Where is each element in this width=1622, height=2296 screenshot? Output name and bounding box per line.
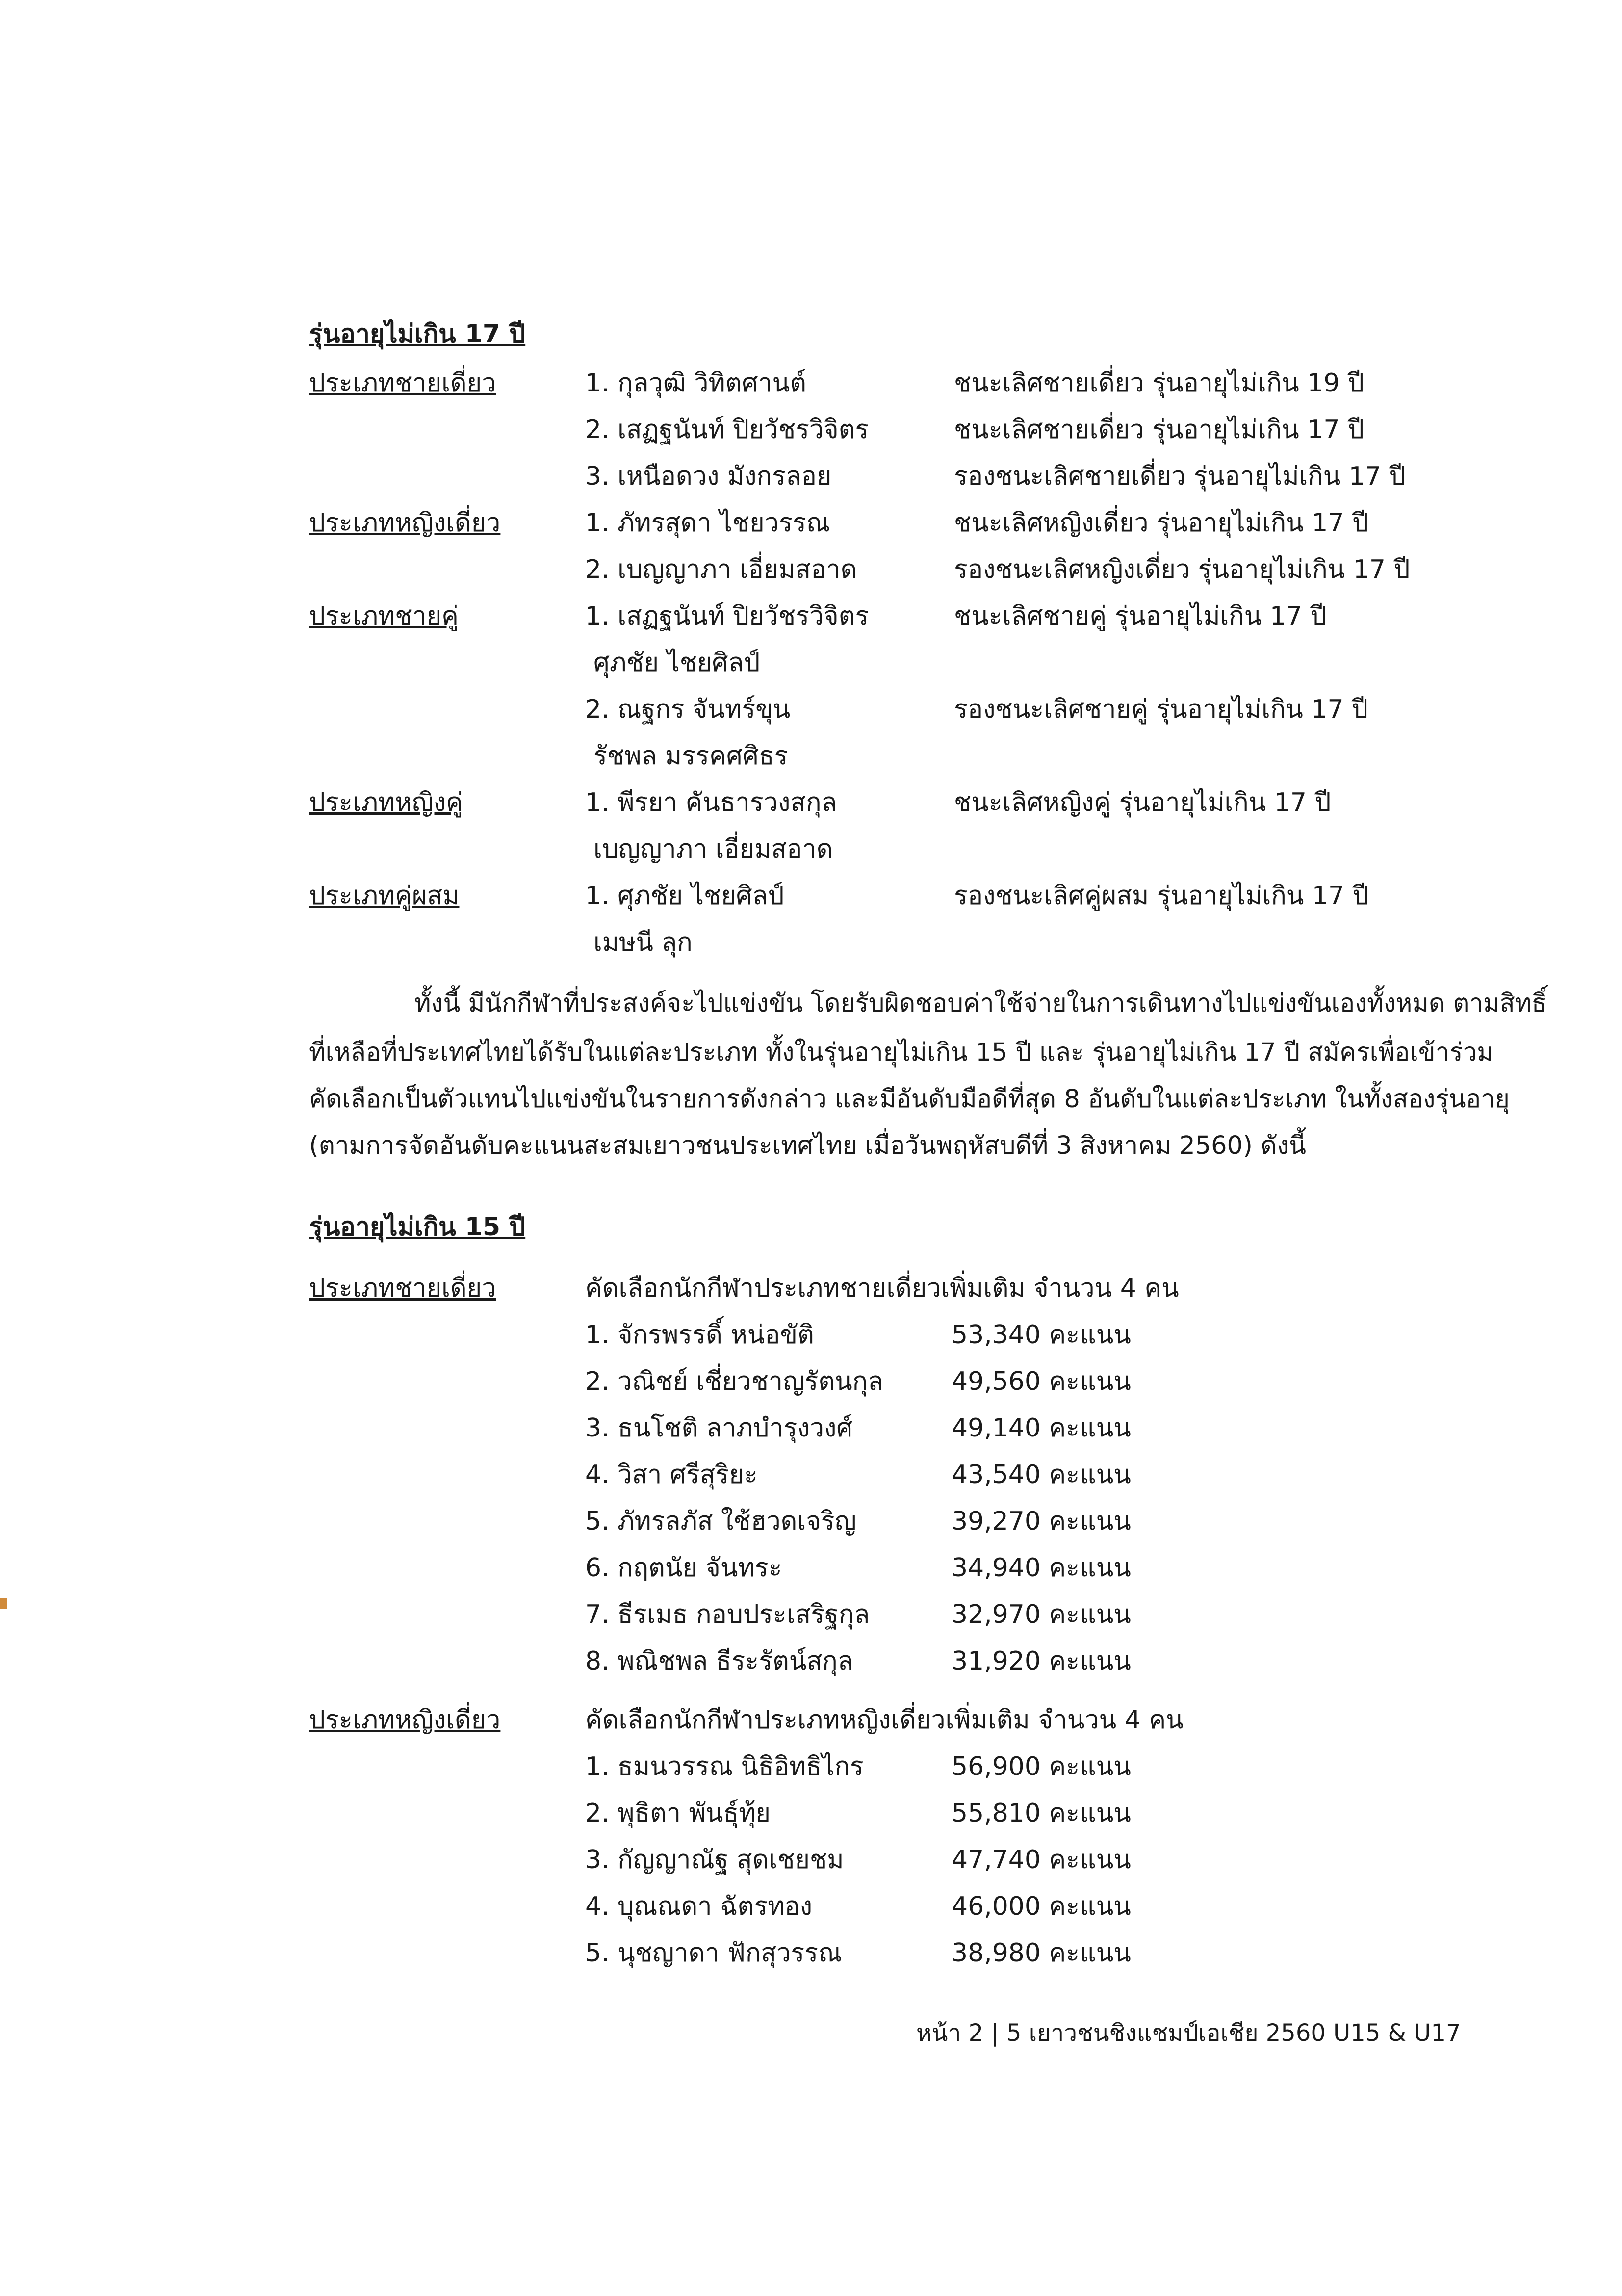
ranking-name: 4. บุณณดา ฉัตรทอง bbox=[585, 1892, 813, 1921]
ranking-name: 5. ภัทรลภัส ใช้ฮวดเจริญ bbox=[585, 1507, 856, 1536]
ranking-score: 38,980 คะแนน bbox=[952, 1938, 1131, 1968]
ranking-score: 34,940 คะแนน bbox=[952, 1553, 1131, 1583]
ranking-score: 56,900 คะแนน bbox=[952, 1752, 1131, 1781]
category-intro: คัดเลือกนักกีฬาประเภทหญิงเดี่ยวเพิ่มเติม จำนวน 4 คน bbox=[585, 1705, 1184, 1735]
ranking-name: 2. พุธิตา พันธุ์ทุ้ย bbox=[585, 1799, 771, 1828]
category-label-boys-doubles: ประเภทชายคู่ bbox=[309, 601, 459, 631]
entry-name: 1. พีรยา คันธารวงสกุล bbox=[585, 788, 837, 817]
category-label-boys-singles: ประเภทชายเดี่ยว bbox=[309, 1274, 496, 1303]
paragraph-line: (ตามการจัดอันดับคะแนนสะสมเยาวชนประเทศไทย เมื่อวันพฤหัสบดีที่ 3 สิงหาคม 2560) ดังนี้ bbox=[309, 1131, 1306, 1160]
ranking-name: 3. กัญญาณัฐ สุดเชยชม bbox=[585, 1845, 844, 1875]
page-footer: หน้า 2 | 5 เยาวชนชิงแชมป์เอเชีย 2560 U15 & U17 bbox=[916, 2019, 1461, 2047]
entry-name: 2. ณฐกร จันทร์ขุน bbox=[585, 695, 791, 724]
entry-result: ชนะเลิศชายเดี่ยว รุ่นอายุไม่เกิน 19 ปี bbox=[954, 368, 1364, 398]
ranking-score: 49,140 คะแนน bbox=[952, 1413, 1131, 1443]
ranking-name: 1. จักรพรรดิ์ หน่อขัติ bbox=[585, 1320, 814, 1350]
entry-result: ชนะเลิศชายคู่ รุ่นอายุไม่เกิน 17 ปี bbox=[954, 601, 1327, 631]
ranking-name: 4. วิสา ศรีสุริยะ bbox=[585, 1460, 758, 1489]
entry-partner: เบญญาภา เอี่ยมสอาด bbox=[593, 835, 833, 864]
category-intro: คัดเลือกนักกีฬาประเภทชายเดี่ยวเพิ่มเติม จำนวน 4 คน bbox=[585, 1274, 1179, 1303]
entry-result: ชนะเลิศชายเดี่ยว รุ่นอายุไม่เกิน 17 ปี bbox=[954, 415, 1364, 444]
ranking-name: 6. กฤตนัย จันทระ bbox=[585, 1553, 782, 1583]
category-label-girls-singles: ประเภทหญิงเดี่ยว bbox=[309, 508, 501, 538]
entry-partner: รัชพล มรรคศศิธร bbox=[593, 741, 788, 771]
category-label-girls-singles: ประเภทหญิงเดี่ยว bbox=[309, 1705, 501, 1735]
section-heading-u17: รุ่นอายุไม่เกิน 17 ปี bbox=[309, 319, 526, 349]
entry-result: รองชนะเลิศชายเดี่ยว รุ่นอายุไม่เกิน 17 ปี bbox=[954, 462, 1406, 491]
ranking-name: 2. วณิชย์ เชี่ยวชาญรัตนกุล bbox=[585, 1367, 884, 1396]
ranking-score: 49,560 คะแนน bbox=[952, 1367, 1131, 1396]
paragraph-line: คัดเลือกเป็นตัวแทนไปแข่งขันในรายการดังกล่าว และมีอันดับมือดีที่สุด 8 อันดับในแต่ละประเภท ในทั้งสองรุ่นอายุ bbox=[309, 1085, 1510, 1114]
paragraph-line: ทั้งนี้ มีนักกีฬาที่ประสงค์จะไปแข่งขัน โดยรับผิดชอบค่าใช้จ่ายในการเดินทางไปแข่งขันเองทั้งหมด ตามสิทธิ์ bbox=[414, 989, 1547, 1018]
entry-partner: เมษนี ลุก bbox=[593, 928, 693, 957]
category-label-boys-singles: ประเภทชายเดี่ยว bbox=[309, 368, 496, 398]
ranking-name: 1. ธมนวรรณ นิธิอิทธิไกร bbox=[585, 1752, 864, 1781]
entry-name: 2. เบญญาภา เอี่ยมสอาด bbox=[585, 555, 857, 584]
entry-name: 3. เหนือดวง มังกรลอย bbox=[585, 462, 832, 491]
entry-result: รองชนะเลิศชายคู่ รุ่นอายุไม่เกิน 17 ปี bbox=[954, 695, 1368, 724]
ranking-name: 8. พณิชพล ธีระรัตน์สกุล bbox=[585, 1646, 853, 1676]
ranking-score: 43,540 คะแนน bbox=[952, 1460, 1131, 1489]
ranking-score: 31,920 คะแนน bbox=[952, 1646, 1131, 1676]
ranking-score: 47,740 คะแนน bbox=[952, 1845, 1131, 1875]
ranking-name: 7. ธีรเมธ กอบประเสริฐกุล bbox=[585, 1600, 870, 1629]
category-label-girls-doubles: ประเภทหญิงคู่ bbox=[309, 788, 463, 817]
section-heading-u15: รุ่นอายุไม่เกิน 15 ปี bbox=[309, 1212, 526, 1242]
entry-name: 1. กุลวุฒิ วิทิตศานต์ bbox=[585, 368, 806, 398]
entry-name: 1. ภัทรสุดา ไชยวรรณ bbox=[585, 508, 830, 538]
ranking-score: 32,970 คะแนน bbox=[952, 1600, 1131, 1629]
entry-name: 1. เสฏฐนันท์ ปิยวัชรวิจิตร bbox=[585, 601, 869, 631]
ranking-score: 55,810 คะแนน bbox=[952, 1799, 1131, 1828]
entry-name: 1. ศุภชัย ไชยศิลป์ bbox=[585, 881, 784, 911]
entry-result: รองชนะเลิศคู่ผสม รุ่นอายุไม่เกิน 17 ปี bbox=[954, 881, 1369, 911]
ranking-score: 53,340 คะแนน bbox=[952, 1320, 1131, 1350]
scan-artifact-mark bbox=[0, 1598, 7, 1609]
ranking-name: 5. นุชญาดา ฟักสุวรรณ bbox=[585, 1938, 842, 1968]
ranking-name: 3. ธนโชติ ลาภบำรุงวงศ์ bbox=[585, 1413, 853, 1443]
entry-partner: ศุภชัย ไชยศิลป์ bbox=[593, 648, 760, 678]
entry-name: 2. เสฏฐนันท์ ปิยวัชรวิจิตร bbox=[585, 415, 869, 444]
entry-result: ชนะเลิศหญิงคู่ รุ่นอายุไม่เกิน 17 ปี bbox=[954, 788, 1331, 817]
category-label-mixed-doubles: ประเภทคู่ผสม bbox=[309, 881, 460, 911]
ranking-score: 46,000 คะแนน bbox=[952, 1892, 1131, 1921]
entry-result: ชนะเลิศหญิงเดี่ยว รุ่นอายุไม่เกิน 17 ปี bbox=[954, 508, 1368, 538]
entry-result: รองชนะเลิศหญิงเดี่ยว รุ่นอายุไม่เกิน 17 ปี bbox=[954, 555, 1410, 584]
paragraph-line: ที่เหลือที่ประเทศไทยได้รับในแต่ละประเภท ทั้งในรุ่นอายุไม่เกิน 15 ปี และ รุ่นอายุไม่เกิน 17 ปี สมัครเพื่อเข้าร่วม bbox=[309, 1038, 1493, 1067]
ranking-score: 39,270 คะแนน bbox=[952, 1507, 1131, 1536]
